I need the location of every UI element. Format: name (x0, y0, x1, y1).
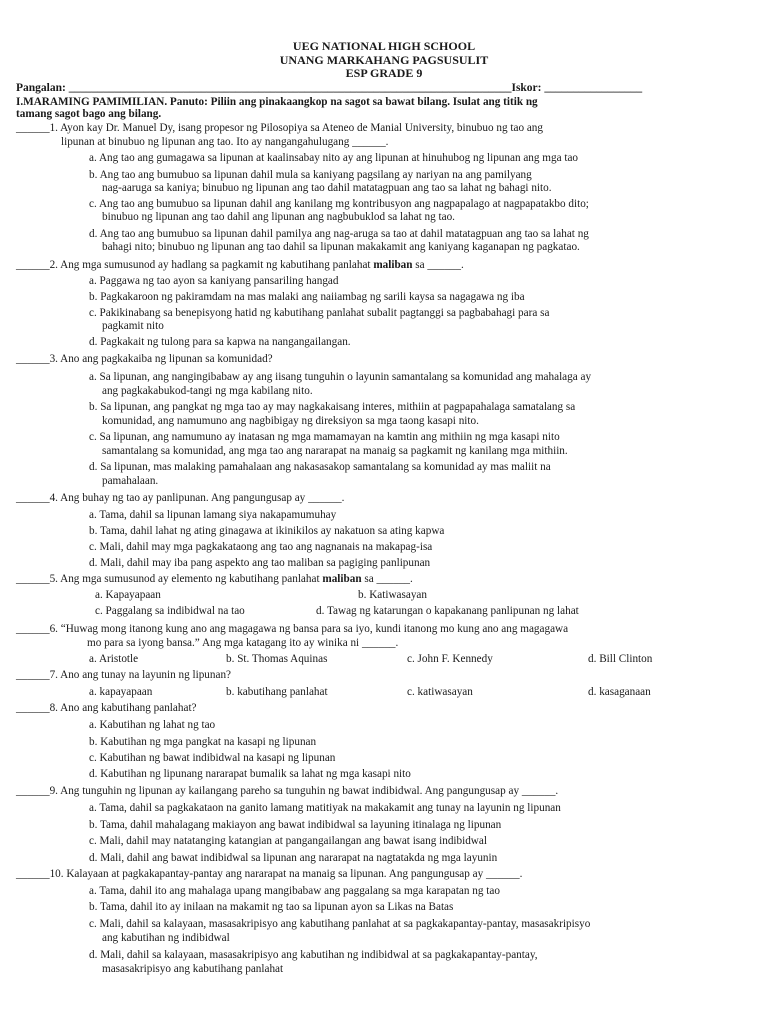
question-1-choice-b-cont: nag-aaruga sa kaniya; binubuo ng lipunan ang tao dahil matatagpuan ang tao sa lahat ng bahagi nito. (102, 182, 552, 194)
question-9-choice-d: d. Mali, dahil ang bawat indibidwal sa lipunan ang nararapat na nagtatakda ng mga layunin (89, 852, 498, 864)
question-2-choice-c-cont: pagkamit nito (102, 320, 164, 332)
exam-title: UNANG MARKAHANG PAGSUSULIT (279, 53, 489, 67)
question-4-choice-d: d. Mali, dahil may iba pang aspekto ang tao maliban sa pagiging panlipunan (89, 557, 431, 569)
question-6-choice-d: d. Bill Clinton (588, 653, 653, 665)
question-7-stem: ______7. Ano ang tunay na layunin ng lipunan? (16, 669, 232, 681)
question-8-stem: ______8. Ano ang kabutihang panlahat? (16, 702, 197, 714)
question-7-choice-b: b. kabutihang panlahat (226, 686, 328, 698)
question-8-choice-a: a. Kabutihan ng lahat ng tao (89, 719, 216, 731)
name-score-line: Pangalan: _____________________________________________________________________________Iskor: _________________ (16, 82, 643, 94)
question-1-choice-c-cont: binubuo ng lipunan ang tao dahil ang lipunan ang nagbubuklod sa lahat ng tao. (102, 211, 455, 223)
question-10-choice-c-cont: ang kabutihan ng indibidwal (102, 932, 230, 944)
question-6-choice-c: c. John F. Kennedy (407, 653, 493, 665)
question-10-choice-d: d. Mali, dahil sa kalayaan, masasakripisyo ang kabutihan ng indibidwal at sa pagkakapantay-pantay, (89, 949, 538, 961)
question-3-choice-c-cont: samantalang sa komunidad, ang mga tao ang nararapat na manaig sa pagkamit ng kanilang mga mithiin. (102, 445, 568, 457)
school-name: UEG NATIONAL HIGH SCHOOL (292, 39, 476, 53)
question-4-stem: ______4. Ang buhay ng tao ay panlipunan. Ang pangungusap ay ______. (16, 492, 345, 504)
question-5-choice-d: d. Tawag ng katarungan o kapakanang panlipunan ng lahat (316, 605, 579, 617)
question-3-choice-b: b. Sa lipunan, ang pangkat ng mga tao ay may nagkakaisang interes, mithiin at pagpapahalaga samatalang sa (89, 401, 576, 413)
question-1-choice-c: c. Ang tao ang bumubuo sa lipunan dahil ang kanilang mg kontribusyon ang nagpapalago at nagpapatakbo dito; (89, 198, 589, 210)
question-4-choice-b: b. Tama, dahil lahat ng ating ginagawa at ikinikilos ay nakatuon sa ating kapwa (89, 525, 445, 537)
question-1-choice-d: d. Ang tao ang bumubuo sa lipunan dahil pamilya ang nag-aruga sa tao at dahil matatagpuan ang tao sa lahat ng (89, 228, 589, 240)
subject-title: ESP GRADE 9 (345, 66, 423, 80)
question-5-choice-c: c. Paggalang sa indibidwal na tao (95, 605, 245, 617)
question-4-choice-a: a. Tama, dahil sa lipunan lamang siya nakapamumuhay (89, 509, 337, 521)
question-10-choice-a: a. Tama, dahil ito ang mahalaga upang mangibabaw ang paggalang sa mga karapatan ng tao (89, 885, 500, 897)
question-3-choice-a: a. Sa lipunan, ang nangingibabaw ay ang iisang tunguhin o layunin samantalang sa komunidad ang mahalaga ay (89, 371, 592, 383)
question-3-choice-d: d. Sa lipunan, mas malaking pamahalaan ang nakasasakop samantalang sa komunidad ay mas maliit na (89, 461, 551, 473)
question-4-choice-c: c. Mali, dahil may mga pagkakataong ang tao ang nagnanais na makapag-isa (89, 541, 433, 553)
instructions-line-2: tamang sagot bago ang bilang. (16, 108, 162, 120)
question-1-choice-b: b. Ang tao ang bumubuo sa lipunan dahil mula sa kaniyang pagsilang ay nariyan na ang pamilyang (89, 169, 532, 181)
question-9-stem: ______9. Ang tunguhin ng lipunan ay kailangang pareho sa tunguhin ng bawat indibidwal. Ang pangungusap ay ______. (16, 785, 559, 797)
question-5-stem-emphasis: maliban (322, 573, 362, 585)
instructions-line-1: I.MARAMING PAMIMILIAN. Panuto: Piliin ang pinakaangkop na sagot sa bawat bilang. Isulat ang titik ng (16, 96, 538, 108)
question-2-stem-emphasis: maliban (373, 259, 413, 271)
question-3-choice-d-cont: pamahalaan. (102, 475, 159, 487)
question-6-choice-a: a. Aristotle (89, 653, 139, 665)
question-2-choice-a: a. Paggawa ng tao ayon sa kaniyang pansariling hangad (89, 275, 339, 287)
question-2-stem-post: sa ______. (412, 259, 464, 271)
question-8-choice-c: c. Kabutihan ng bawat indibidwal na kasapi ng lipunan (89, 752, 336, 764)
question-6-stem: ______6. “Huwag mong itanong kung ano ang magagawa ng bansa para sa iyo, kundi itanong mo kung ano ang magagawa (16, 623, 569, 635)
question-2-choice-c: c. Pakikinabang sa benepisyong hatid ng kabutihang panlahat subalit pagtanggi sa pagbabahagi para sa (89, 307, 550, 319)
question-2-choice-d: d. Pagkakait ng tulong para sa kapwa na nangangailangan. (89, 336, 351, 348)
question-5-stem-pre: ______5. Ang mga sumusunod ay elemento ng kabutihang panlahat (16, 573, 323, 585)
question-10-choice-d-cont: masasakripisyo ang kabutihang panlahat (102, 963, 284, 975)
question-6-stem-cont: mo para sa iyong bansa.” Ang mga katagang ito ay winika ni ______. (87, 637, 399, 649)
question-10-stem: ______10. Kalayaan at pagkakapantay-pantay ang nararapat na manaig sa lipunan. Ang pangungusap ay ______. (16, 868, 523, 880)
question-2-stem-pre: ______2. Ang mga sumusunod ay hadlang sa pagkamit ng kabutihang panlahat (16, 259, 374, 271)
question-6-choice-b: b. St. Thomas Aquinas (226, 653, 328, 665)
question-3-choice-c: c. Sa lipunan, ang namumuno ay inatasan ng mga mamamayan na kamtin ang mithiin ng mga kasapi nito (89, 431, 560, 443)
question-2-choice-b: b. Pagkakaroon ng pakiramdam na mas malaki ang naiiambag ng sarili kaysa sa nagagawa ng iba (89, 291, 525, 303)
question-8-choice-d: d. Kabutihan ng lipunang nararapat bumalik sa lahat ng mga kasapi nito (89, 768, 411, 780)
question-1-choice-d-cont: bahagi nito; binubuo ng lipunan ang tao dahil sa lipunan makakamit ang kaniyang kaganapan ng pagkatao. (102, 241, 580, 253)
question-9-choice-b: b. Tama, dahil mahalagang makiayon ang bawat indibidwal sa layuning itinalaga ng lipunan (89, 819, 502, 831)
question-1-stem-cont: lipunan at binubuo ng lipunan ang tao. Ito ay nangangahulugang ______. (61, 136, 389, 148)
question-3-choice-a-cont: ang pagkakabukod-tangi ng mga kabilang nito. (102, 385, 313, 397)
question-5-choice-a: a. Kapayapaan (95, 589, 161, 601)
question-5-choice-b: b. Katiwasayan (358, 589, 427, 601)
question-3-choice-b-cont: komunidad, ang namumuno ang nagbibigay ng direksiyon sa mga taong kasapi nito. (102, 415, 479, 427)
question-7-choice-d: d. kasaganaan (588, 686, 651, 698)
question-1-choice-a: a. Ang tao ang gumagawa sa lipunan at kaalinsabay nito ay ang lipunan at hinuhubog ng lipunan ang mga tao (89, 152, 579, 164)
question-9-choice-a: a. Tama, dahil sa pagkakataon na ganito lamang matitiyak na makakamit ang tunay na layunin ng lipunan (89, 802, 561, 814)
question-5-stem-post: sa ______. (361, 573, 413, 585)
question-1-stem: ______1. Ayon kay Dr. Manuel Dy, isang propesor ng Pilosopiya sa Ateneo de Manial University, binubuo ng tao ang (16, 122, 543, 134)
question-7-choice-a: a. kapayapaan (89, 686, 153, 698)
question-5-stem (16, 573, 413, 586)
question-9-choice-c: c. Mali, dahil may natatanging katangian at pangangailangan ang bawat isang indibidwal (89, 835, 487, 847)
question-10-choice-c: c. Mali, dahil sa kalayaan, masasakripisyo ang kabutihang panlahat at sa pagkakapantay-pantay, masasakripisyo (89, 918, 591, 930)
question-8-choice-b: b. Kabutihan ng mga pangkat na kasapi ng lipunan (89, 736, 317, 748)
question-2-stem (16, 259, 464, 272)
question-3-stem: ______3. Ano ang pagkakaiba ng lipunan sa komunidad? (16, 353, 273, 365)
question-7-choice-c: c. katiwasayan (407, 686, 473, 698)
question-10-choice-b: b. Tama, dahil ito ay inilaan na makamit ng tao sa lipunan ayon sa Likas na Batas (89, 901, 454, 913)
